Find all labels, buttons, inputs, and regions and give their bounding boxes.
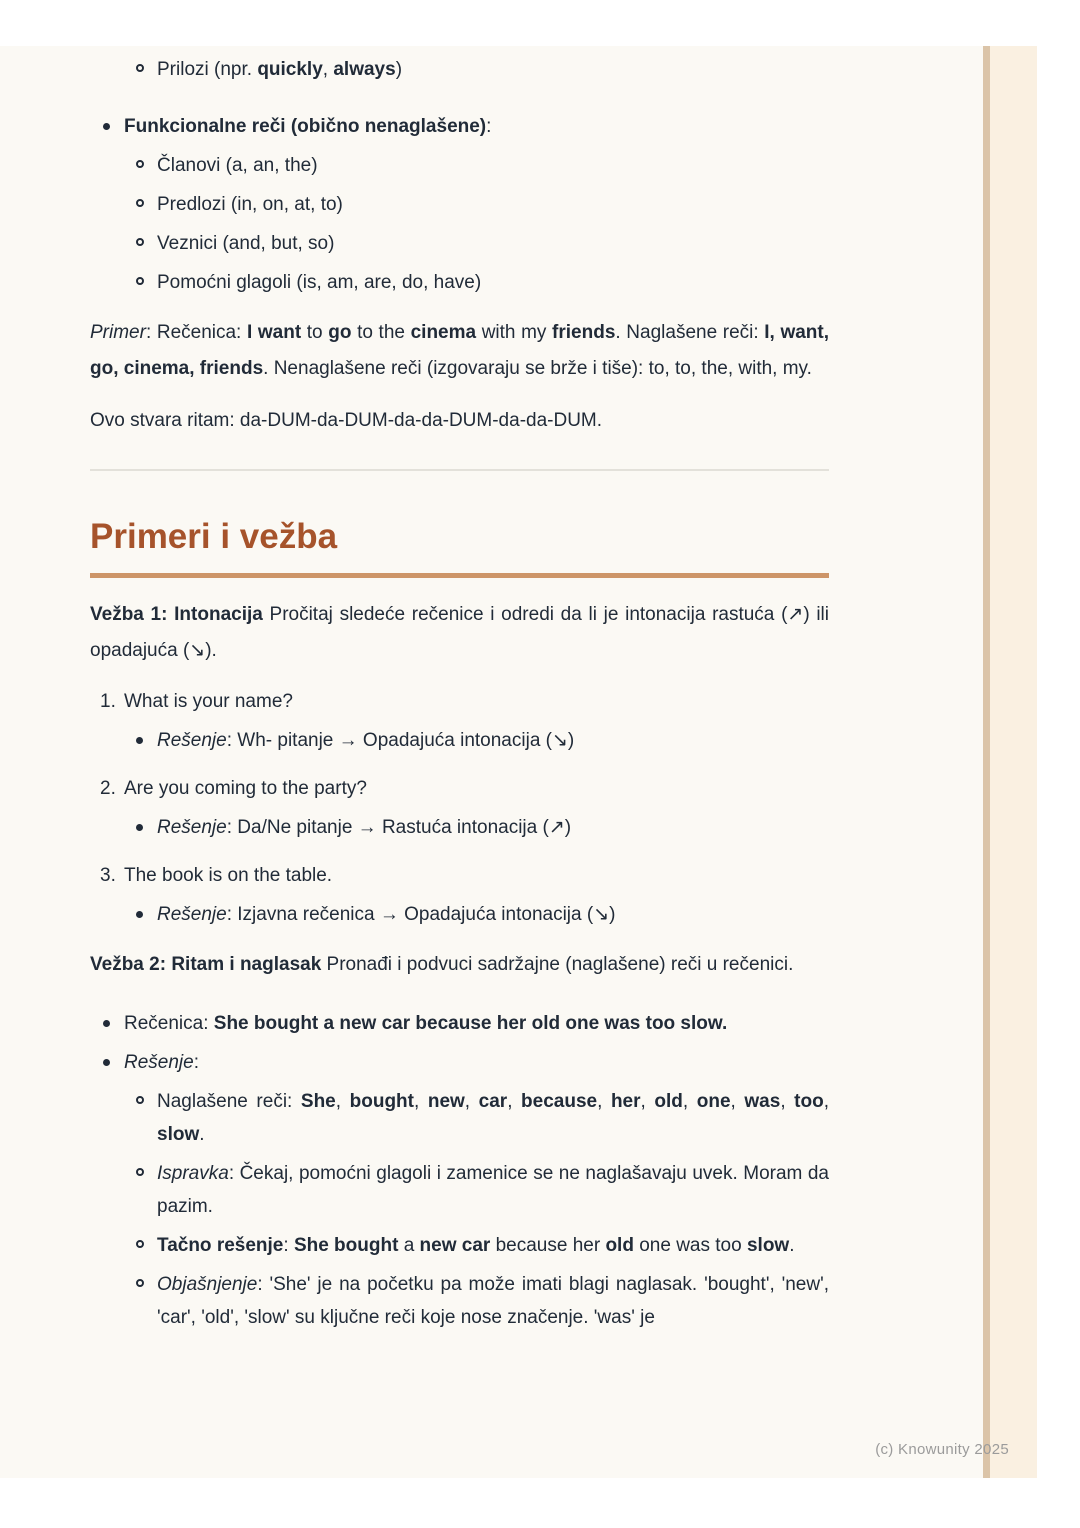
- bullet-disc-icon: [136, 824, 143, 831]
- page-edge-strip: [983, 46, 1037, 1478]
- list-item-text: Predlozi (in, on, at, to): [157, 194, 343, 215]
- exercise-number: 3.: [100, 865, 116, 886]
- document-content: [90, 46, 829, 1334]
- list-item-text: Veznici (and, but, so): [157, 233, 335, 254]
- exercise-item: [90, 772, 829, 844]
- rhythm-paragraph: Ovo stvara ritam: da-DUM-da-DUM-da-da-DUM-da-da-DUM.: [90, 410, 603, 431]
- exercise-item: [90, 685, 829, 757]
- exercise2-list: [90, 1007, 829, 1334]
- exercise-solution: [90, 811, 829, 844]
- exercise-question: [90, 859, 829, 892]
- solution-step: [90, 1157, 829, 1223]
- list-item-text: Funkcionalne reči (obično nenaglašene):: [124, 116, 492, 137]
- bullet-disc-icon: [103, 1059, 110, 1066]
- solution-label-text: Rešenje:: [124, 1052, 199, 1073]
- content-words-list: [90, 53, 829, 86]
- exercise1-list: [90, 685, 829, 931]
- bullet-circle-icon: [136, 1279, 144, 1287]
- exercise-number: 1.: [100, 691, 116, 712]
- exercise-question: [90, 772, 829, 805]
- bullet-disc-icon: [136, 911, 143, 918]
- solution-step: [90, 1268, 829, 1334]
- list-item: [90, 149, 829, 182]
- solution-sublist: [90, 1085, 829, 1334]
- list-item: [90, 188, 829, 221]
- exercise-solution-text: Rešenje: Izjavna rečenica → Opadajuća intonacija (↘): [157, 904, 616, 925]
- bullet-circle-icon: [136, 238, 144, 246]
- exercise-question-text: Are you coming to the party?: [124, 778, 367, 799]
- exercise-solution-text: Rešenje: Wh- pitanje → Opadajuća intonacija (↘): [157, 730, 575, 751]
- exercise-number: 2.: [100, 778, 116, 799]
- bullet-circle-icon: [136, 160, 144, 168]
- list-item: [90, 266, 829, 299]
- sentence-text: Rečenica: She bought a new car because her old one was too slow.: [124, 1013, 728, 1034]
- example-paragraph: Primer: Rečenica: I want to go to the cinema with my friends. Naglašene reči: I, want, go, cinema, friends. Nenaglašene reči (izgovaraju se brže i tiše): to, to, the, with, my.: [90, 322, 830, 379]
- solution-step-text: Tačno rešenje: She bought a new car because her old one was too slow.: [157, 1235, 795, 1256]
- solution-label-item: [90, 1046, 829, 1079]
- list-item: [90, 227, 829, 260]
- bullet-circle-icon: [136, 64, 144, 72]
- bullet-disc-icon: [136, 737, 143, 744]
- exercise-solution-text: Rešenje: Da/Ne pitanje → Rastuća intonacija (↗): [157, 817, 572, 838]
- section-title: Primeri i vežba: [90, 515, 829, 578]
- exercise-question-text: The book is on the table.: [124, 865, 333, 886]
- list-item-text: Prilozi (npr. quickly, always): [157, 59, 403, 80]
- bullet-circle-icon: [136, 277, 144, 285]
- list-item: [90, 110, 829, 143]
- list-item-text: Pomoćni glagoli (is, am, are, do, have): [157, 272, 482, 293]
- list-item: [90, 53, 829, 86]
- bullet-circle-icon: [136, 1096, 144, 1104]
- exercise-item: [90, 859, 829, 931]
- exercise1-intro-paragraph: Vežba 1: Intonacija Pročitaj sledeće rečenice i odredi da li je intonacija rastuća (↗) ili opadajuća (↘).: [90, 604, 829, 661]
- copyright-watermark: (c) Knowunity 2025: [875, 1441, 1009, 1458]
- exercise2-intro-paragraph: Vežba 2: Ritam i naglasak Pronađi i podvuci sadržajne (naglašene) reči u rečenici.: [90, 954, 794, 975]
- bullet-disc-icon: [103, 1020, 110, 1027]
- document-page: [0, 46, 1037, 1478]
- bullet-circle-icon: [136, 1240, 144, 1248]
- function-words-list: [90, 110, 829, 299]
- bullet-circle-icon: [136, 199, 144, 207]
- list-item-text: Članovi (a, an, the): [157, 155, 318, 176]
- exercise-solution: [90, 724, 829, 757]
- exercise-question-text: What is your name?: [124, 691, 293, 712]
- sentence-item: [90, 1007, 829, 1040]
- exercise-solution: [90, 898, 829, 931]
- section-divider: [90, 469, 829, 471]
- solution-step-text: Objašnjenje: 'She' je na početku pa može imati blagi naglasak. 'bought', 'new', 'car', 'old', 'slow' su ključne reči koje nose značenje. 'was' je: [157, 1274, 829, 1328]
- exercise-question: [90, 685, 829, 718]
- solution-step-text: Naglašene reči: She, bought, new, car, because, her, old, one, was, too, slow.: [157, 1091, 829, 1145]
- solution-step-text: Ispravka: Čekaj, pomoćni glagoli i zamenice se ne naglašavaju uvek. Moram da pazim.: [157, 1163, 829, 1217]
- solution-step: [90, 1229, 829, 1262]
- bullet-circle-icon: [136, 1168, 144, 1176]
- bullet-disc-icon: [103, 123, 110, 130]
- solution-step: [90, 1085, 829, 1151]
